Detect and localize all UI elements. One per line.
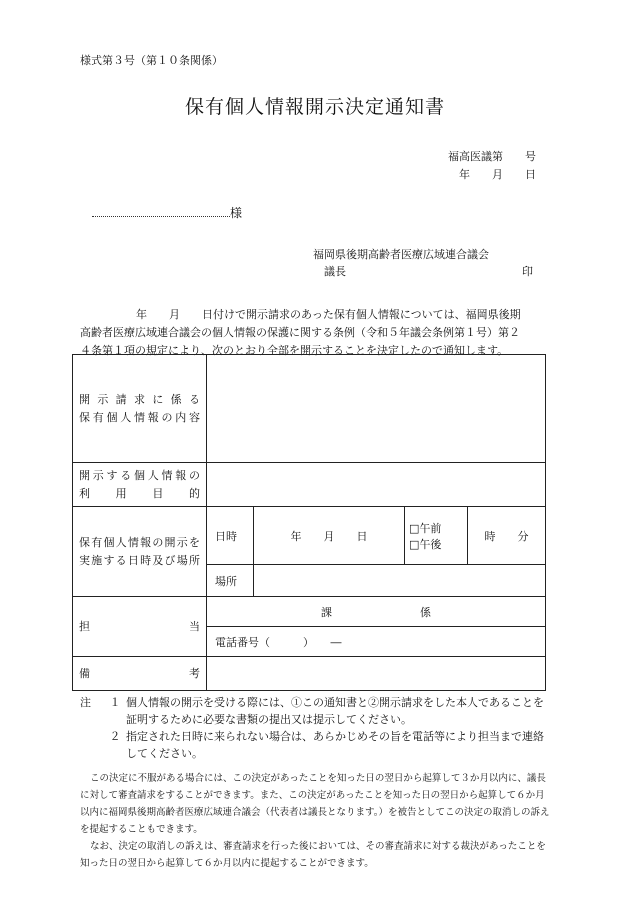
label-requested-info: 開示請求に係る 保有個人情報の内容 (73, 355, 207, 463)
body-line-3: ４条第１項の規定により、次のとおり全部を開示することを決定したので通知します。 (80, 344, 509, 357)
appeal-paragraph-2: なお、決定の取消しの訴えは、審査請求を行った後においては、その審査請求に対する裁決があったことを知った日の翌日から起算して６か月以内に提起することができます。 (80, 841, 546, 869)
place-head: 場所 (207, 565, 254, 597)
label-remarks: 備考 (73, 657, 207, 691)
time-value: 時 分 (468, 507, 546, 565)
row-requested-info (73, 355, 546, 463)
issuer-title: 議長 (324, 265, 346, 278)
notes (80, 694, 550, 762)
disclosure-table (72, 354, 546, 691)
addressee-blank (92, 206, 230, 217)
addressee-line (92, 204, 242, 221)
requested-info-value (207, 355, 546, 463)
note-item-2 (80, 728, 550, 762)
seal-mark: 印 (522, 265, 533, 278)
pm-checkbox: □午後 (409, 537, 442, 551)
row-usage-purpose (73, 463, 546, 507)
place-value (254, 565, 546, 597)
datetime-head: 日時 (207, 507, 254, 565)
document-date: 年 月 日 (459, 168, 536, 181)
row-datetime (73, 507, 546, 565)
note-text-2: 指定された日時に来られない場合は、あらかじめその旨を電話等により担当まで連絡してください。 (126, 730, 544, 760)
appeal-information (80, 770, 550, 872)
note-text-1: 個人情報の開示を受ける際には、①この通知書と②開示請求をした本人であることを証明するために必要な書類の提出又は提示してください。 (126, 696, 544, 726)
document-title: 保有個人情報開示決定通知書 (184, 96, 445, 118)
label-datetime-place: 保有個人情報の開示を 実施する日時及び場所 (73, 507, 207, 597)
note-prefix: 注 (80, 696, 91, 709)
am-pm-choice (405, 507, 468, 565)
form-number: 様式第３号（第１０条関係） (80, 54, 223, 67)
document-reference-number: 福高医議第 号 (448, 150, 536, 163)
am-checkbox: □午前 (409, 521, 442, 535)
remarks-value (207, 657, 546, 691)
label-usage-purpose: 開示する個人情報の 利用目的 (73, 463, 207, 507)
body-line-2: 高齢者医療広域連合議会の個人情報の保護に関する条例（令和５年議会条例第１号）第２ (80, 326, 520, 339)
note-number-1: １ (109, 696, 121, 709)
notification-body (80, 306, 550, 360)
usage-purpose-value (207, 463, 546, 507)
addressee-suffix: 様 (230, 206, 243, 220)
phone-value: 電話番号（ ） ― (207, 627, 546, 657)
date-value: 年 月 日 (254, 507, 405, 565)
label-staff: 担当 (73, 597, 207, 657)
row-staff-section (73, 597, 546, 627)
appeal-paragraph-1: この決定に不服がある場合には、この決定があったことを知った日の翌日から起算して３か月以内に、議長に対して審査請求をすることができます。また、この決定があったことを知った日の翌日から起算して６か月以内に福岡県後期高齢者医療広域連合議会（代表者は議長となります。）を被告としてこの決定の取消しの訴えを提起することもできます。 (80, 773, 550, 835)
note-item-1 (80, 694, 550, 728)
body-line-1: 年 月 日付けで開示請求のあった保有個人情報については、福岡県後期 (136, 308, 521, 321)
row-remarks (73, 657, 546, 691)
section-value: 課 係 (207, 597, 546, 627)
issuer-organization: 福岡県後期高齢者医療広域連合議会 (313, 248, 489, 261)
note-number-2: ２ (109, 730, 121, 743)
